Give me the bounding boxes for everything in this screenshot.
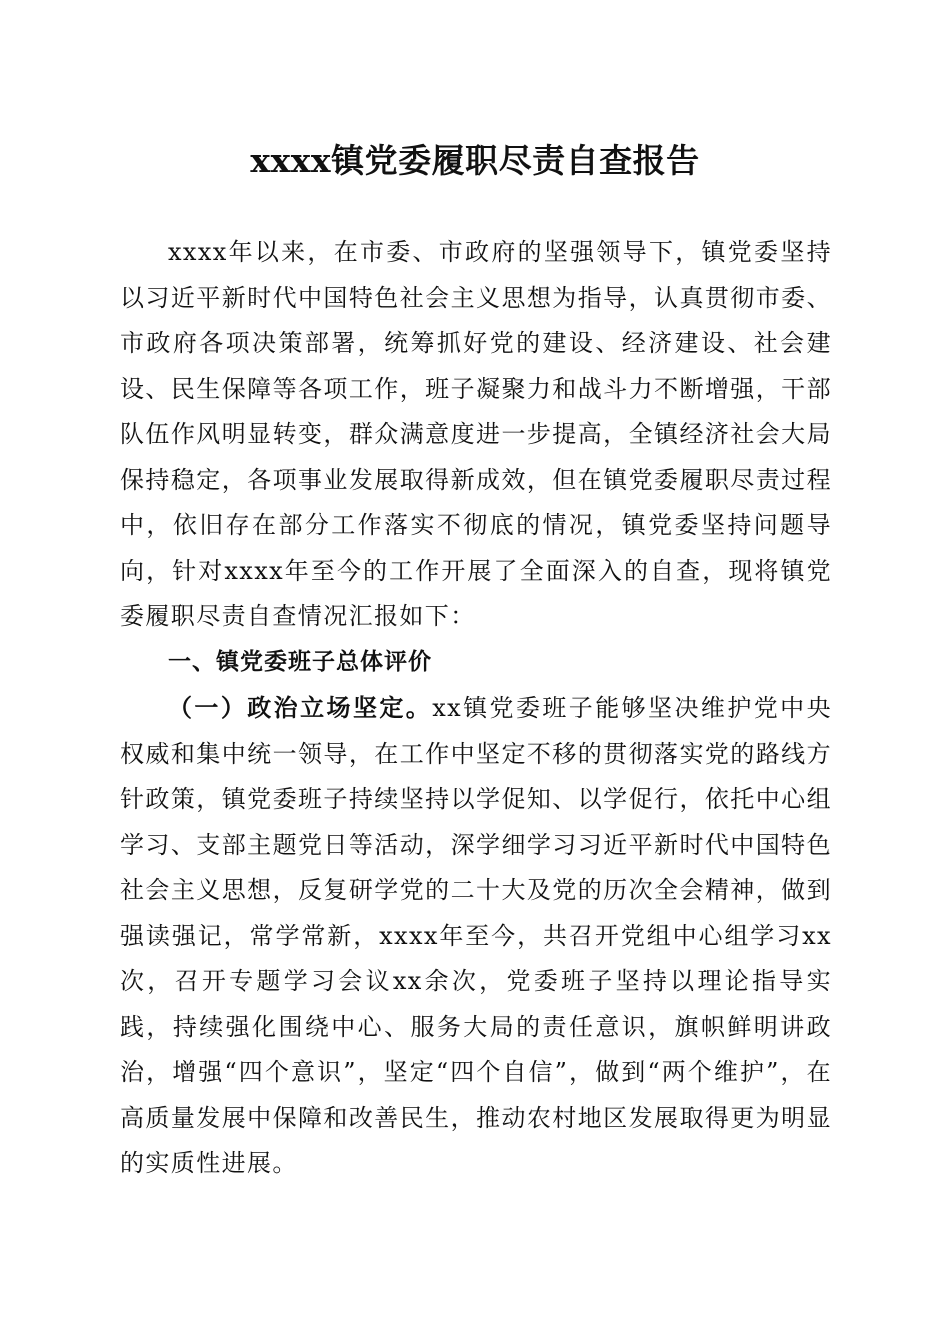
document-title: xxxx镇党委履职尽责自查报告 bbox=[250, 141, 700, 180]
section-heading: 一、镇党委班子总体评价 bbox=[168, 648, 432, 675]
subsection-lead: （一）政治立场坚定。 bbox=[168, 693, 433, 722]
intro-paragraph: xxxx年以来，在市委、市政府的坚强领导下，镇党委坚持以习近平新时代中国特色社会主义思想为指导，认真贯彻市委、市政府各项决策部署，统筹抓好党的建设、经济建设、社会建设、民生保障等各项工作，班子凝聚力和战斗力不断增强，干部队伍作风明显转变，群众满意度进一步提高，全镇经济社会大局保持稳定，各项事业发展取得新成效，但在镇党委履职尽责过程中，依旧存在部分工作落实不彻底的情况，镇党委坚持问题导向，针对xxxx年至今的工作开展了全面深入的自查，现将镇党委履职尽责自查情况汇报如下： bbox=[120, 238, 832, 630]
subsection-text: xx镇党委班子能够坚决维护党中央权威和集中统一领导，在工作中坚定不移的贯彻落实党的路线方针政策，镇党委班子持续坚持以学促知、以学促行，依托中心组学习、支部主题党日等活动，深学细学习习近平新时代中国特色社会主义思想，反复研学党的二十大及党的历次全会精神，做到强读强记，常学常新，xxxx年至今，共召开党组中心组学习xx次，召开专题学习会议xx余次，党委班子坚持以理论指导实践，持续强化围绕中心、服务大局的责任意识，旗帜鲜明讲政治，增强“四个意识”，坚定“四个自信”，做到“两个维护”，在高质量发展中保障和改善民生，推动农村地区发展取得更为明显的实质性进展。 bbox=[120, 694, 832, 1177]
subsection-paragraph bbox=[120, 685, 832, 1187]
document-body bbox=[120, 230, 832, 1187]
